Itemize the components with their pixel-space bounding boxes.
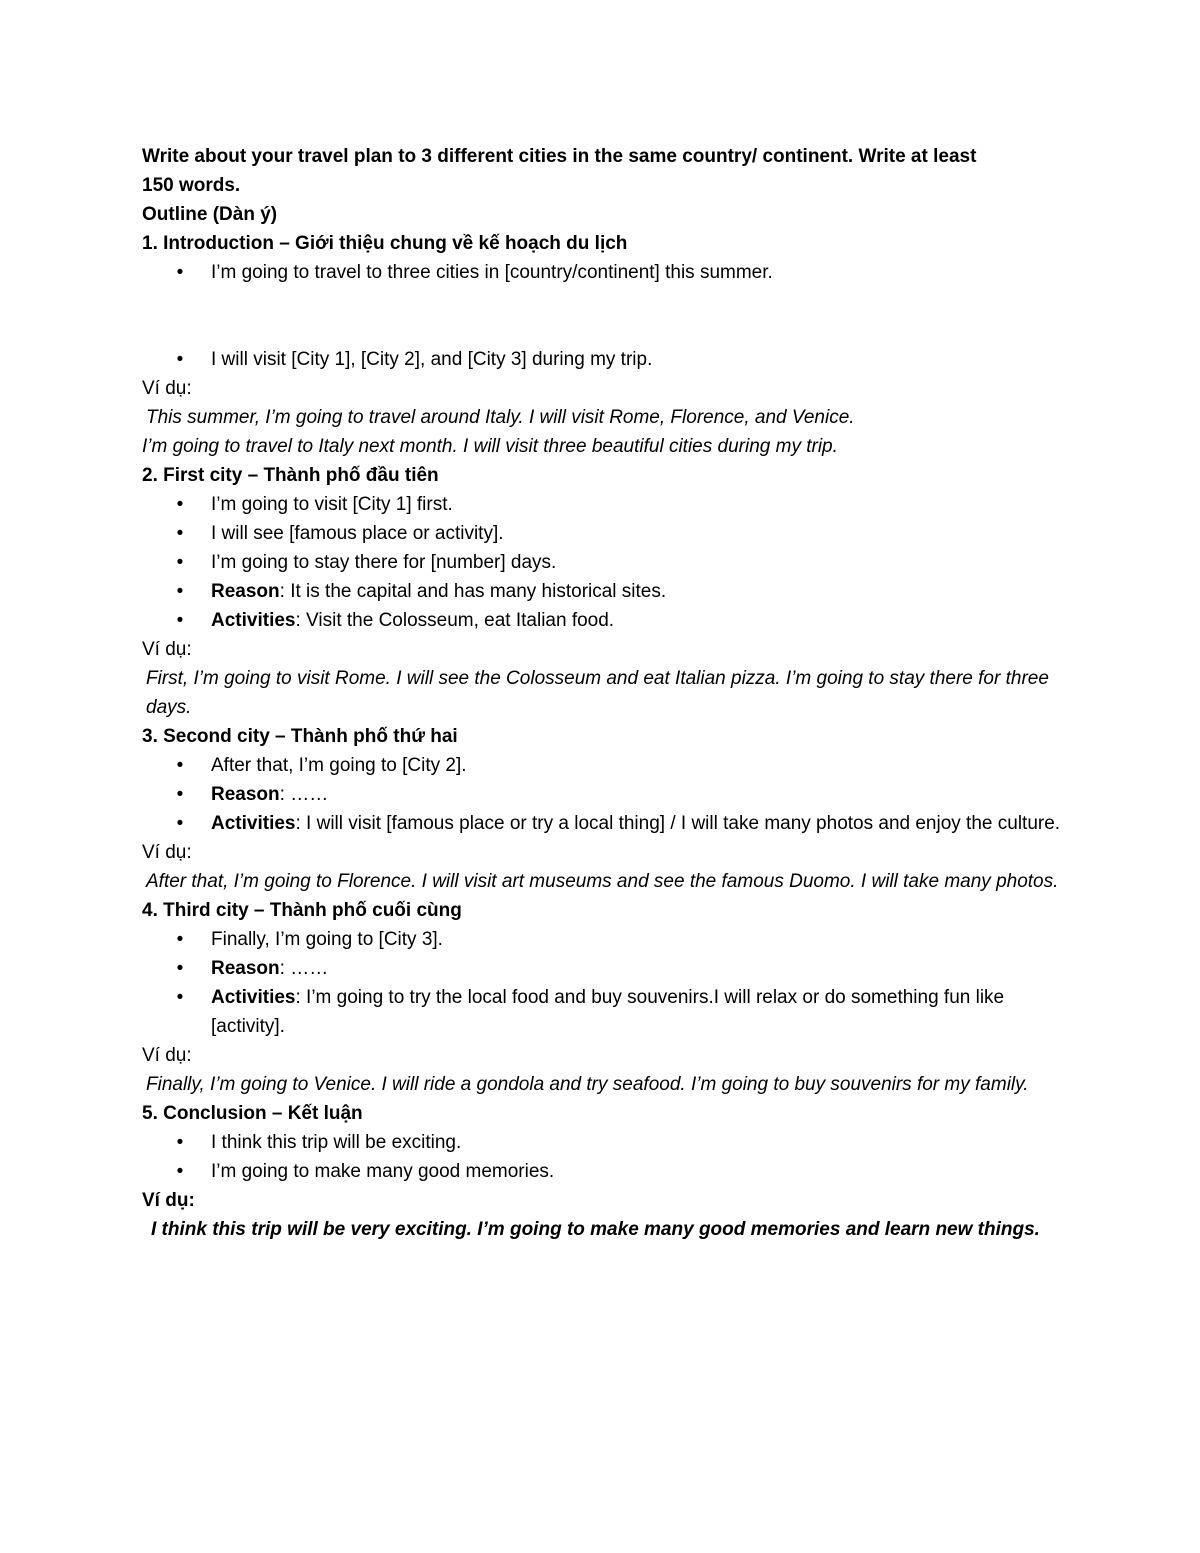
bullet-icon: • (176, 610, 184, 631)
bullet-icon: • (176, 494, 184, 515)
bullet-list-conclusion (142, 1128, 1072, 1186)
bullet-icon: • (176, 784, 184, 805)
list-item: • I’m going to visit [City 1] first. (142, 490, 1072, 519)
list-item: • I’m going to make many good memories. (142, 1157, 1072, 1186)
bullet-icon: • (176, 1132, 184, 1153)
list-item: • After that, I’m going to [City 2]. (142, 751, 1072, 780)
list-item: • I think this trip will be exciting. (142, 1128, 1072, 1157)
task-line-2: 150 words. (142, 175, 241, 196)
example-label: Ví dụ: (142, 1045, 192, 1066)
task-line-1: Write about your travel plan to 3 different cities in the same country/ continent. Write at least (142, 146, 977, 167)
bullet-label: Reason (211, 581, 280, 602)
bullet-label: Reason (211, 958, 280, 979)
section-heading-introduction: 1. Introduction – Giới thiệu chung về kế hoạch du lịch (142, 233, 628, 254)
bullet-list-second-city (142, 751, 1072, 838)
example-text: I think this trip will be very exciting. I’m going to make many good memories and learn new things. (151, 1219, 1040, 1240)
list-item: • Activities: Visit the Colosseum, eat Italian food. (142, 606, 1072, 635)
bullet-list-introduction-2 (142, 345, 1072, 374)
example-text: This summer, I’m going to travel around Italy. I will visit Rome, Florence, and Venice. (146, 407, 855, 428)
bullet-icon: • (176, 552, 184, 573)
list-item: • Reason: …… (142, 954, 1072, 983)
section-heading-second-city: 3. Second city – Thành phố thứ hai (142, 726, 458, 747)
bullet-label: Activities (211, 987, 296, 1008)
bullet-icon: • (176, 1161, 184, 1182)
list-item: • Activities: I will visit [famous place or try a local thing] / I will take many photos and enjoy the culture. (142, 809, 1072, 838)
section-heading-third-city: 4. Third city – Thành phố cuối cùng (142, 900, 462, 921)
bullet-icon: • (176, 523, 184, 544)
bullet-icon: • (176, 581, 184, 602)
section-heading-first-city: 2. First city – Thành phố đầu tiên (142, 465, 439, 486)
spacer (142, 287, 1072, 345)
list-item: • Finally, I’m going to [City 3]. (142, 925, 1072, 954)
example-text: I’m going to travel to Italy next month. I will visit three beautiful cities during my trip. (142, 436, 838, 457)
bullet-list-third-city (142, 925, 1072, 1041)
list-item: • I will see [famous place or activity]. (142, 519, 1072, 548)
list-item: • Activities: I’m going to try the local food and buy souvenirs.I will relax or do something fun like [activity]. (142, 983, 1072, 1041)
section-heading-conclusion: 5. Conclusion – Kết luận (142, 1103, 363, 1124)
bullet-list-first-city (142, 490, 1072, 635)
example-text: First, I’m going to visit Rome. I will see the Colosseum and eat Italian pizza. I’m going to stay there for three days. (146, 668, 1049, 718)
example-label: Ví dụ: (142, 378, 192, 399)
bullet-label: Activities (211, 813, 296, 834)
list-item: • I’m going to travel to three cities in [country/continent] this summer. (142, 258, 1072, 287)
bullet-icon: • (176, 262, 184, 283)
example-label: Ví dụ: (142, 1190, 195, 1211)
bullet-icon: • (176, 958, 184, 979)
bullet-icon: • (176, 813, 184, 834)
bullet-label: Reason (211, 784, 280, 805)
list-item: • Reason: It is the capital and has many historical sites. (142, 577, 1072, 606)
example-text: After that, I’m going to Florence. I will visit art museums and see the famous Duomo. I will take many photos. (146, 871, 1059, 892)
bullet-icon: • (176, 755, 184, 776)
bullet-icon: • (176, 349, 184, 370)
outline-title: Outline (Dàn ý) (142, 204, 278, 225)
bullet-icon: • (176, 929, 184, 950)
bullet-icon: • (176, 987, 184, 1008)
example-label: Ví dụ: (142, 639, 192, 660)
bullet-label: Activities (211, 610, 296, 631)
list-item: • Reason: …… (142, 780, 1072, 809)
example-label: Ví dụ: (142, 842, 192, 863)
list-item: • I’m going to stay there for [number] days. (142, 548, 1072, 577)
list-item: • I will visit [City 1], [City 2], and [City 3] during my trip. (142, 345, 1072, 374)
example-text: Finally, I’m going to Venice. I will ride a gondola and try seafood. I’m going to buy souvenirs for my family. (146, 1074, 1029, 1095)
bullet-list-introduction (142, 258, 1072, 287)
document-content (142, 142, 1072, 1244)
